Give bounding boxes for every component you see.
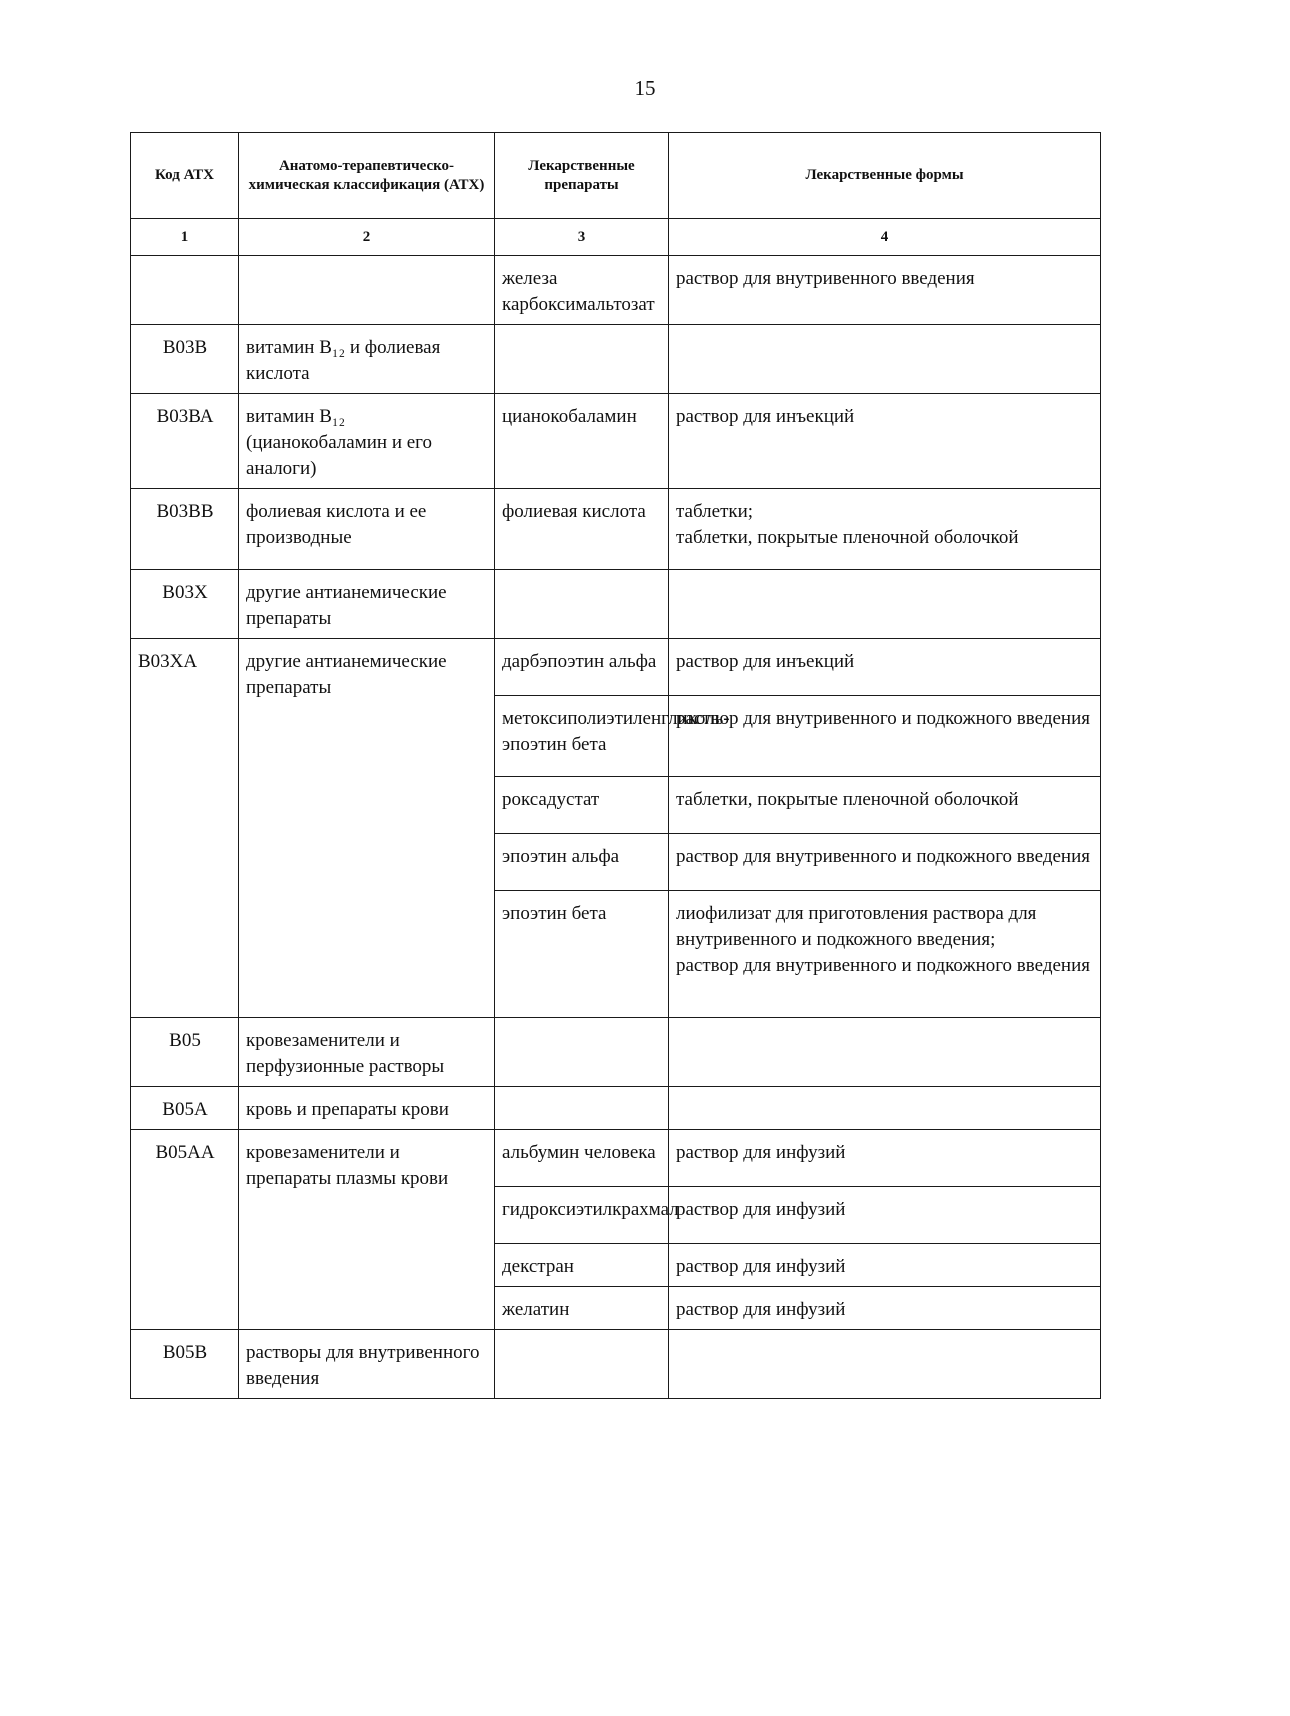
atc-code-cell: В05АА [131, 1130, 239, 1330]
atc-code-cell: В03ХА [131, 639, 239, 1018]
drug-cell [495, 1087, 669, 1130]
dosage-form-cell: таблетки; таблетки, покрытые пленочной оболочкой [669, 489, 1101, 570]
classification-cell: растворы для внутривенного введения [239, 1330, 495, 1399]
atc-code-cell: В03В [131, 325, 239, 394]
drug-cell: метоксиполиэтиленгликоль-эпоэтин бета [495, 696, 669, 777]
dosage-form-cell: раствор для инъекций [669, 394, 1101, 489]
table-row [131, 1018, 1101, 1087]
atc-code-cell: В05 [131, 1018, 239, 1087]
drug-cell [495, 1018, 669, 1087]
drug-cell: эпоэтин бета [495, 891, 669, 1018]
classification-cell: кровь и препараты крови [239, 1087, 495, 1130]
atc-code-cell: В03Х [131, 570, 239, 639]
classification-cell: кровезаменители и перфузионные растворы [239, 1018, 495, 1087]
dosage-form-cell [669, 1087, 1101, 1130]
table-body [131, 256, 1101, 1399]
drug-cell [495, 325, 669, 394]
drug-cell: альбумин человека [495, 1130, 669, 1187]
classification-cell: витамин В₁₂ (цианокобаламин и его аналоги) [239, 394, 495, 489]
dosage-form-cell: раствор для инъекций [669, 639, 1101, 696]
table-row [131, 639, 1101, 696]
drug-cell: железа карбоксимальтозат [495, 256, 669, 325]
drug-cell: эпоэтин альфа [495, 834, 669, 891]
dosage-form-cell: раствор для внутривенного и подкожного введения [669, 696, 1101, 777]
column-number: 1 [131, 219, 239, 256]
drug-cell: гидроксиэтилкрахмал [495, 1187, 669, 1244]
table-row [131, 489, 1101, 570]
atc-drug-table [130, 132, 1101, 1399]
table-row [131, 325, 1101, 394]
atc-code-cell: В03ВВ [131, 489, 239, 570]
table-row [131, 256, 1101, 325]
atc-code-cell: В05В [131, 1330, 239, 1399]
table-row [131, 1087, 1101, 1130]
header-classification: Анатомо-терапевтическо-химическая классификация (АТХ) [239, 133, 495, 219]
classification-cell: другие антианемические препараты [239, 639, 495, 1018]
atc-code-cell [131, 256, 239, 325]
dosage-form-cell [669, 325, 1101, 394]
header-code: Код АТХ [131, 133, 239, 219]
classification-cell [239, 256, 495, 325]
column-number: 4 [669, 219, 1101, 256]
table-row [131, 1130, 1101, 1187]
drug-cell: фолиевая кислота [495, 489, 669, 570]
dosage-form-cell: раствор для внутривенного введения [669, 256, 1101, 325]
classification-cell: кровезаменители и препараты плазмы крови [239, 1130, 495, 1330]
dosage-form-cell: раствор для инфузий [669, 1130, 1101, 1187]
table-row [131, 570, 1101, 639]
dosage-form-cell: лиофилизат для приготовления раствора для внутривенного и подкожного введения; раствор для внутривенного и подкожного введения [669, 891, 1101, 1018]
classification-cell: фолиевая кислота и ее производные [239, 489, 495, 570]
dosage-form-cell [669, 1330, 1101, 1399]
drug-cell: дарбэпоэтин альфа [495, 639, 669, 696]
dosage-form-cell: раствор для инфузий [669, 1287, 1101, 1330]
page-number: 15 [634, 76, 656, 100]
classification-cell: другие антианемические препараты [239, 570, 495, 639]
atc-code-cell: В03ВА [131, 394, 239, 489]
drug-cell [495, 1330, 669, 1399]
dosage-form-cell [669, 1018, 1101, 1087]
column-number: 3 [495, 219, 669, 256]
column-number: 2 [239, 219, 495, 256]
dosage-form-cell: раствор для инфузий [669, 1187, 1101, 1244]
header-row [131, 133, 1101, 219]
drug-cell: желатин [495, 1287, 669, 1330]
classification-cell: витамин В₁₂ и фолиевая кислота [239, 325, 495, 394]
column-number-row [131, 219, 1101, 256]
table-header [131, 133, 1101, 256]
drug-cell: цианокобаламин [495, 394, 669, 489]
header-forms: Лекарственные формы [669, 133, 1101, 219]
table-row [131, 1330, 1101, 1399]
drug-cell: декстран [495, 1244, 669, 1287]
dosage-form-cell: раствор для внутривенного и подкожного введения [669, 834, 1101, 891]
atc-code-cell: В05А [131, 1087, 239, 1130]
drug-cell [495, 570, 669, 639]
dosage-form-cell: раствор для инфузий [669, 1244, 1101, 1287]
table-row [131, 394, 1101, 489]
dosage-form-cell: таблетки, покрытые пленочной оболочкой [669, 777, 1101, 834]
dosage-form-cell [669, 570, 1101, 639]
drug-cell: роксадустат [495, 777, 669, 834]
header-drugs: Лекарственные препараты [495, 133, 669, 219]
